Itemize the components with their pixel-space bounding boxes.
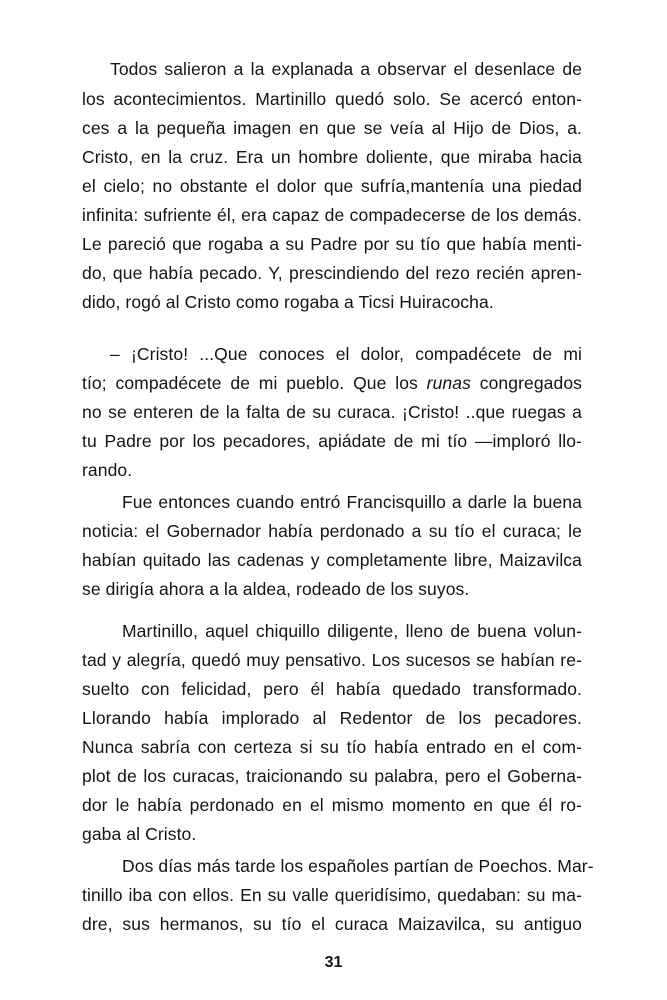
text-line: Llorando había implorado al Redentor de los pecadores. [82, 708, 582, 728]
text-line: Dos días más tarde los españoles partían de Poechos. Mar- [122, 856, 594, 876]
text-line: Todos salieron a la explanada a observar el desenlace de [110, 59, 582, 79]
text-line: el cielo; no obstante el dolor que sufría,mantenía una piedad [82, 176, 582, 196]
text-line: Fue entonces cuando entró Francisquillo a darle la buena [122, 492, 582, 512]
text-line: plot de los curacas, traicionando su palabra, pero el Goberna- [82, 766, 582, 786]
text-line: ces a la pequeña imagen en que se veía al Hijo de Dios, a. [82, 118, 582, 138]
text-line: Martinillo, aquel chiquillo diligente, lleno de buena volun- [122, 621, 582, 641]
text-line: do, que había pecado. Y, prescindiendo del rezo recién apren- [82, 263, 582, 283]
text-line: tu Padre por los pecadores, apiádate de mi tío —imploró llo- [82, 431, 582, 451]
text-line: – ¡Cristo! ...Que conoces el dolor, compadécete de mi [110, 344, 582, 364]
text-line: no se enteren de la falta de su curaca. ¡Cristo! ..que ruegas a [82, 402, 582, 422]
text-line: suelto con felicidad, pero él había quedado transformado. [82, 679, 582, 699]
page-number: 31 [324, 954, 343, 971]
text-line: gaba al Cristo. [82, 824, 197, 844]
text-span: congregados [479, 373, 583, 393]
text-line: se dirigía ahora a la aldea, rodeado de los suyos. [82, 579, 470, 599]
text-line: Nunca sabría con certeza si su tío había entrado en el com- [82, 737, 582, 757]
text-line: dor le había perdonado en el mismo momento en que él ro- [82, 795, 582, 815]
text-line: Le pareció que rogaba a su Padre por su tío que había menti- [82, 234, 582, 254]
text-line [82, 372, 582, 394]
text-line: infinita: sufriente él, era capaz de compadecerse de los demás. [82, 205, 582, 225]
text-line: dre, sus hermanos, su tío el curaca Maizavilca, su antiguo [82, 914, 582, 934]
italic-word-runas: runas [426, 373, 471, 393]
text-line: los acontecimientos. Martinillo quedó solo. Se acercó enton- [82, 89, 582, 109]
text-line: tinillo iba con ellos. En su valle queridísimo, quedaban: su ma- [82, 885, 582, 905]
text-line: tad y alegría, quedó muy pensativo. Los sucesos se habían re- [82, 650, 582, 670]
text-line: habían quitado las cadenas y completamente libre, Maizavilca [82, 550, 582, 570]
text-line: noticia: el Gobernador había perdonado a su tío el curaca; le [82, 521, 582, 541]
text-span: tío; compadécete de mi pueblo. Que los [82, 373, 418, 393]
text-line: Cristo, en la cruz. Era un hombre doliente, que miraba hacia [82, 147, 582, 167]
text-line: dido, rogó al Cristo como rogaba a Ticsi Huiracocha. [82, 292, 494, 312]
text-line: rando. [82, 460, 133, 480]
